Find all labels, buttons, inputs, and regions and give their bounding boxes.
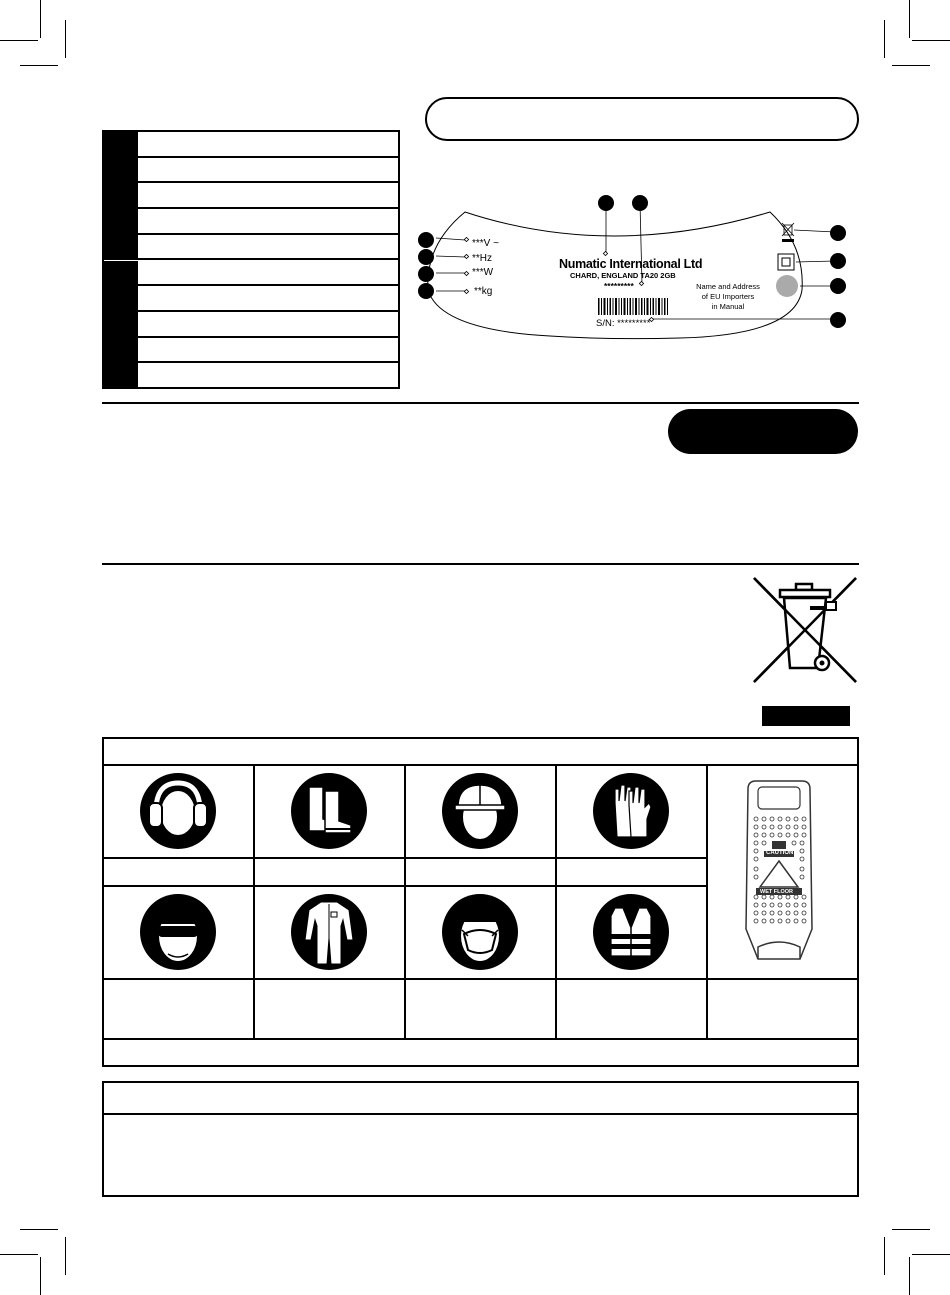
importer-note-line: of EU Importers: [701, 292, 755, 301]
frequency-label: **Hz: [472, 253, 493, 264]
importer-note-line: in Manual: [711, 302, 745, 311]
crop-mark: [884, 20, 885, 58]
ear-protection-icon: [140, 773, 216, 849]
weight-label: **kg: [474, 286, 493, 297]
model-code: *********: [604, 281, 634, 291]
notice-box: [102, 1081, 859, 1197]
ppe-grid-line: [102, 1038, 859, 1040]
serial-number: S/N: *********: [596, 318, 651, 329]
overalls-icon: [291, 894, 367, 970]
section-header-pill: [425, 97, 859, 141]
ppe-grid-line: [404, 764, 406, 1039]
hi-vis-vest-icon: [593, 894, 669, 970]
voltage-label: ***V ~: [472, 238, 499, 249]
ppe-grid-line: [706, 764, 708, 1039]
importer-note: [688, 282, 768, 312]
caution-text: CAUTION: [766, 850, 794, 856]
crop-mark: [65, 1237, 66, 1275]
crop-mark: [892, 1229, 930, 1230]
crop-mark: [0, 40, 38, 41]
crop-mark: [892, 65, 930, 66]
ppe-grid-line: [102, 764, 859, 766]
crop-mark: [912, 40, 950, 41]
ppe-grid-line: [102, 978, 859, 980]
wet-floor-text: WET FLOOR: [760, 889, 793, 895]
safety-boots-icon: [291, 773, 367, 849]
crop-mark: [20, 65, 58, 66]
crop-mark: [909, 1257, 910, 1295]
crop-mark: [0, 1254, 38, 1255]
black-label-pill: [668, 409, 858, 454]
manufacturer-address: CHARD, ENGLAND TA20 2GB: [570, 271, 676, 280]
wet-floor-sign-icon: [742, 779, 816, 967]
crop-mark: [20, 1229, 58, 1230]
dust-mask-icon: [442, 894, 518, 970]
eye-protection-icon: [140, 894, 216, 970]
section-divider: [102, 402, 859, 404]
ppe-grid-line: [253, 764, 255, 1039]
rating-plate-legend-table: [102, 130, 400, 389]
gloves-icon: [593, 773, 669, 849]
weee-black-bar: [762, 706, 850, 726]
crop-mark: [65, 20, 66, 58]
crop-mark: [884, 1237, 885, 1275]
ppe-grid-line: [555, 764, 557, 1039]
importer-note-line: Name and Address: [696, 282, 760, 291]
crossed-out-bin-icon: [752, 576, 858, 684]
crop-mark: [909, 0, 910, 38]
notice-box-header-divider: [102, 1113, 859, 1115]
section-divider: [102, 563, 859, 565]
hard-hat-icon: [442, 773, 518, 849]
power-label: ***W: [472, 267, 494, 278]
manufacturer-name: Numatic International Ltd: [559, 257, 703, 271]
crop-mark: [40, 1257, 41, 1295]
crop-mark: [912, 1254, 950, 1255]
crop-mark: [40, 0, 41, 38]
